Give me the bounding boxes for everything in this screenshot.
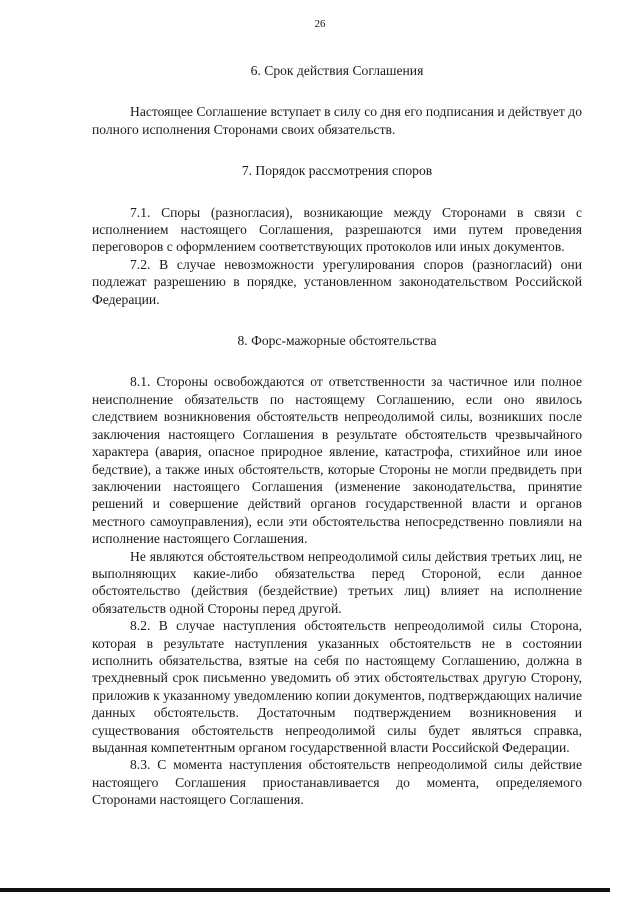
section-6-paragraph: Настоящее Соглашение вступает в силу со дня его подписания и действует до полного исполнения Сторонами своих обязательств. [92,104,582,137]
page-number: 26 [314,18,326,30]
clause-7-2: 7.2. В случае невозможности урегулирования споров (разногласий) они подлежат разрешению в порядке, установленном законодательством Российской Федерации. [92,256,582,307]
document-body [92,60,582,809]
section-8-heading: 8. Форс-мажорные обстоятельства [237,333,437,349]
page-bottom-rule [0,888,610,892]
clause-8-2: 8.2. В случае наступления обстоятельств непреодолимой силы Сторона, которая в результате наступления указанных обстоятельств не в состоянии исполнить обязательства, взятые на себя по настоящему Соглашению, должна в трехдневный срок письменно уведомить об этих обстоятельствах другую Сторону, приложив к указанному уведомлению копии документов, подтверждающих наличие данных обстоятельств. Достаточным подтверждением возникновения и существования обстоятельств непреодолимой силы будет являться справка, выданная компетентным органом государственной власти Российской Федерации. [92,618,582,755]
clause-7-1: 7.1. Споры (разногласия), возникающие между Сторонами в связи с исполнением настоящего Соглашения, разрешаются ими путем проведения переговоров с оформлением соответствующих протоколов или иных документов. [92,204,582,255]
section-6-heading: 6. Срок действия Соглашения [250,63,424,78]
clause-8-3: 8.3. С момента наступления обстоятельств непреодолимой силы действие настоящего Соглашения приостанавливается до момента, определяемого Сторонами настоящего Соглашения. [92,757,582,808]
clause-8-1-note: Не являются обстоятельством непреодолимой силы действия третьих лиц, не выполняющих какие-либо обязательства перед Стороной, если данное обстоятельство (действия (бездействие) третьих лиц) влияет на исполнение обязательств одной Стороны перед другой. [92,548,582,616]
clause-8-1: 8.1. Стороны освобождаются от ответственности за частичное или полное неисполнение обязательств по настоящему Соглашению, если оно явилось следствием возникновения обстоятельств непреодолимой силы, возникших после заключения настоящего Соглашения в результате обстоятельств чрезвычайного характера (авария, опасное природное явление, катастрофа, стихийное или иное бедствие), а также иных обстоятельств, которые Стороны не могли предвидеть при заключении настоящего Соглашения (изменение законодательства, принятие решений и совершение действий органов государственной власти и органов местного самоуправления), если эти обстоятельства непосредственно повлияли на исполнение настоящего Соглашения. [92,374,582,547]
section-7-heading: 7. Порядок рассмотрения споров [241,163,433,179]
